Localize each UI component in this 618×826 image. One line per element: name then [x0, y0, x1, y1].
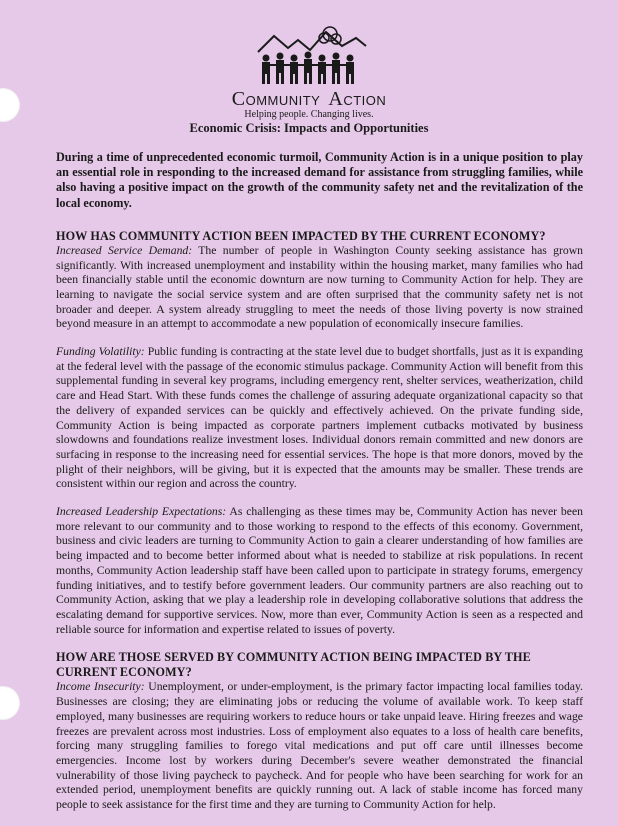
community-action-logo-icon — [244, 22, 374, 90]
tagline: Helping people. Changing lives. — [244, 109, 374, 120]
section-heading: HOW ARE THOSE SERVED BY COMMUNITY ACTION BEING IMPACTED BY THE CURRENT ECONOMY? — [56, 650, 531, 680]
letterhead — [0, 22, 618, 136]
binder-hole-bottom — [0, 686, 20, 720]
paragraph-leadership-expectations — [56, 505, 583, 637]
section-community-action-impact — [56, 229, 583, 638]
document-body — [56, 150, 583, 826]
paragraph-text: Unemployment, or under-employment, is the primary factor impacting local families today. Businesses are closing; they are eliminating jobs or reducing the volume of available work. To keep staff employed, many businesses are requiring workers to reduce hours or take unpaid leave. Hiring freezes and wage freezes are prevalent across most industries. Loss of employment also equates to a loss of health care benefits, forcing many struggling families to forego vital medications and put off care until illnesses become emergencies. Income lost by workers during December's severe weather demonstrated the financial vulnerability of those living paycheck to paycheck. And for people who have been searching for work for an extended period, unemployment benefits are quickly running out. A lack of stable income has forced many people to seek assistance for the first time and they are turning to Community Action for help. — [56, 680, 583, 812]
paragraph-service-demand — [56, 244, 583, 332]
paragraph-text: The number of people in Washington County seeking assistance has grown significantly. With increased unemployment and instability within the housing market, many families who had been financially stable until the economic downturn are now turning to Community Action for help. They are learning to navigate the social service system and are often surprised that the community safety net is not broader and deeper. A system already struggling to meet the needs of those living poverty is now strained beyond measure in an attempt to accommodate a new population of economically insecure families. — [56, 243, 583, 331]
brand-name — [0, 88, 618, 111]
brand-word-1: OMMUNITY — [245, 93, 321, 108]
paragraph-funding-volatility — [56, 345, 583, 492]
intro-paragraph: During a time of unprecedented economic turmoil, Community Action is in a unique position to play an essential role in responding to the increased demand for assistance from struggling families, while also having a positive impact on the growth of the community safety net and the revitalization of the local economy. — [56, 150, 583, 210]
paragraph-lead: Income Insecurity: — [56, 680, 145, 694]
paragraph-lead: Increased Service Demand: — [56, 243, 193, 257]
document-title: Economic Crisis: Impacts and Opportunities — [189, 121, 429, 135]
paragraph-income-insecurity — [56, 680, 583, 812]
paragraph-text: Public funding is contracting at the state level due to budget shortfalls, just as it is expanding at the federal level with the passage of the economic stimulus package. Community Action will benefit from this supplemental funding in several key programs, including emergency rent, shelter services, weatherization, child care and Head Start. With these funds comes the challenge of assuring adequate organizational capacity so that the delivery of expanded services can be quickly and effectively achieved. On the private funding side, Community Action is being impacted as corporate partners implement cutbacks motivated by business slowdowns and foundations realize investment loses. Individual donors remain committed and new donors are surfacing in response to the increasing need for essential services. The hope is that more donors, moved by the plight of their neighbors, will be giving, but it is expected that the amounts may be smaller. These trends are consistent within our region and across the country. — [56, 345, 583, 491]
brand-letter-c: C — [231, 88, 246, 110]
brand-letter-a: A — [328, 88, 344, 110]
section-those-served-impact — [56, 650, 583, 812]
brand-word-2: CTION — [343, 93, 387, 108]
paragraph-text: As challenging as these times may be, Community Action has never been more relevant to our community and to those working to respond to the effects of this economy. Government, business and civic leaders are turning to Community Action to gain a clearer understanding of how families are being impacted and to become better informed about what is needed to stabilize at risk populations. In recent months, Community Action leadership staff have been called upon to participate in strategy forums, emergency funding initiatives, and to testify before government leaders. Our community partners are also reaching out to Community Action, asking that we play a leadership role in developing collaborative solutions that address the escalating demand for supportive services. Now, more than ever, Community Action is seen as a respected and reliable source for information and expertise related to issues of poverty. — [56, 505, 583, 636]
paragraph-lead: Funding Volatility: — [56, 345, 145, 359]
section-heading: HOW HAS COMMUNITY ACTION BEEN IMPACTED BY THE CURRENT ECONOMY? — [56, 228, 546, 243]
paragraph-lead: Increased Leadership Expectations: — [56, 505, 227, 519]
